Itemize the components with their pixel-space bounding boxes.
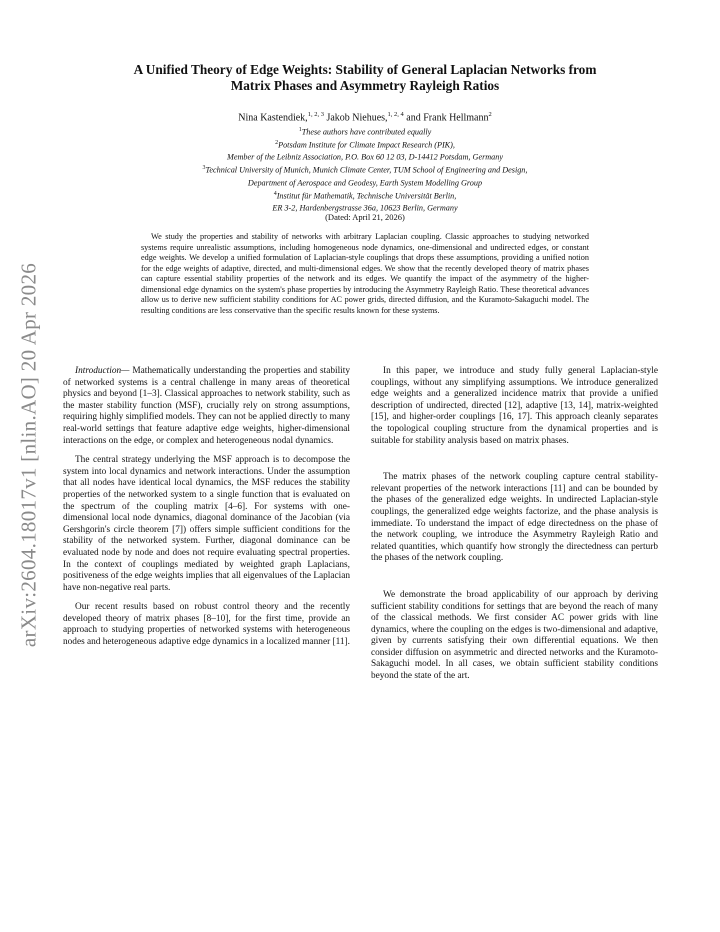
author-1-affil: 1, 2, 3 (307, 111, 324, 118)
section-heading-introduction: Introduction— (75, 366, 130, 376)
author-2-affil: 1, 2, 4 (387, 111, 404, 118)
paragraph: Our recent results based on robust control theory and the recently developed theory of matrix phases [8–10], for the first time, provide an approach to studying properties of networked systems with heterogeneous nodes and heterogeneous adaptive edge dynamics in a localized manner [11]. (63, 602, 350, 648)
left-column (63, 366, 350, 649)
affiliation-line: $^1$These authors have contributed equally (298, 127, 432, 137)
right-column (371, 366, 658, 683)
affiliation-line: Department of Aerospace and Geodesy, Earth System Modelling Group (247, 178, 483, 188)
paragraph: The matrix phases of the network coupling capture central stability-relevant properties of the network interactions [11] and can be bounded by the phases of the generalized edge weights. In undirected Laplacian-style couplings, the generalized edge weights factorize, and the phase analysis is immediate. To understand the impact of edge directedness on the phase of the network coupling, we introduce the Asymmetry Rayleigh Ratio and related quantities, which quantify how strongly the directedness can perturb the phases of the network coupling. (371, 472, 658, 564)
affiliations (80, 125, 650, 214)
title-line-1: A Unified Theory of Edge Weights: Stability of General Laplacian Networks from (133, 62, 597, 77)
author-2: Jakob Niehues, (326, 112, 388, 124)
author-3: and Frank Hellmann (406, 112, 489, 124)
paragraph: Introduction— Mathematically understanding the properties and stability of networked systems is a central challenge in many areas of theoretical physics and beyond [1–3]. Classical approaches to network stability, such as the master stability function (MSF), crucially rely on strong assumptions, requiring highly simplified models. They can not be applied directly to many real-world settings that feature adaptive edge weights, higher-dimensional interactions on the edge, or complex and heterogeneous nodal dynamics. (63, 366, 350, 446)
affiliation-line: Member of the Leibniz Association, P.O. Box 60 12 03, D-14412 Potsdam, Germany (227, 153, 503, 163)
paper-title (70, 62, 660, 94)
arxiv-identifier-stamp (4, 250, 54, 660)
affiliation-line: ER 3-2, Hardenbergstrasse 36a, 10623 Berlin, Germany (272, 204, 458, 214)
title-line-2: Matrix Phases and Asymmetry Rayleigh Ratios (230, 78, 500, 93)
paragraph: In this paper, we introduce and study fully general Laplacian-style couplings, without any simplifying assumptions. We introduce generalized edge weights and a generalized incidence matrix that provide a unified description of undirected, directed [12], adaptive [13, 14], matrix-weighted [15], and higher-order couplings [16, 17]. This approach cleanly separates the topological coupling structure from the dynamical properties and is suitable for stability analysis based on matrix phases. (371, 366, 658, 446)
affiliation-line: $^4$Institut für Mathematik, Technische Universität Berlin, (273, 190, 457, 201)
paragraph: We demonstrate the broad applicability of our approach by deriving sufficient stability conditions for settings that are beyond the reach of many of the classical methods. We first consider AC power grids with line dynamics, where the coupling on the edges is two-dimensional and adaptive, given by currents satisfying their own differential equations. We then consider diffusion on asymmetric and directed networks and the Kuramoto-Sakaguchi model. In all cases, we obtain sufficient stability conditions beyond the state of the art. (371, 589, 658, 682)
author-list (70, 108, 660, 124)
affiliation-line: $^2$Potsdam Institute for Climate Impact Research (PIK), (275, 139, 455, 150)
paragraph: The central strategy underlying the MSF approach is to decompose the system into local dynamics and network interactions. Under the assumption that all nodes have identical local dynamics, the MSF reduces the stability properties of the networked system to a single function that is evaluated on the spectrum of the coupling matrix [4–6]. For systems with one-dimensional local node dynamics, diagonal dominance of the Jacobian (via Gershgorin's circle theorem [7]) offers simple sufficient conditions for the stability of the networked system. Further, diagonal dominance can be evaluated node by node and does not require evaluating spectral properties. In the context of couplings mediated by weighted graph Laplacians, positiveness of the edge weights implies that all eigenvalues of the Laplacian have non-negative real parts. (63, 455, 350, 593)
date-line: (Dated: April 21, 2026) (325, 212, 405, 222)
author-3-affil: 2 (488, 111, 492, 118)
abstract: We study the properties and stability of networks with arbitrary Laplacian coupling. Classic approaches to studying networked systems require unrealistic assumptions, including homogeneous node dynamics, one-dimensional and undirected edges, or constant edge weights. We develop a unified formulation of Laplacian-style couplings that drops these assumptions, providing a unified notion for the edge weights of adaptive, directed, and multi-dimensional edges. We show that the recently developed theory of matrix phases can capture essential stability properties of the network and its edges. We quantify the impact of the asymmetry of the higher-dimensional edge dynamics on the system's phase properties by introducing the Asymmetry Rayleigh Ratio. These theoretical advances allow us to derive new sufficient stability conditions for AC power grids, directed diffusion, and the Kuramoto-Sakaguchi model. The resulting conditions are less conservative than the specific results known for these systems. (141, 232, 589, 315)
affiliation-line: $^3$Technical University of Munich, Munich Climate Center, TUM School of Engineering and Design, (202, 165, 528, 175)
arxiv-identifier-text: arXiv:2604.18017v1 [nlin.AO] 20 Apr 2026 (16, 262, 41, 648)
author-1: Nina Kastendiek, (238, 112, 308, 124)
